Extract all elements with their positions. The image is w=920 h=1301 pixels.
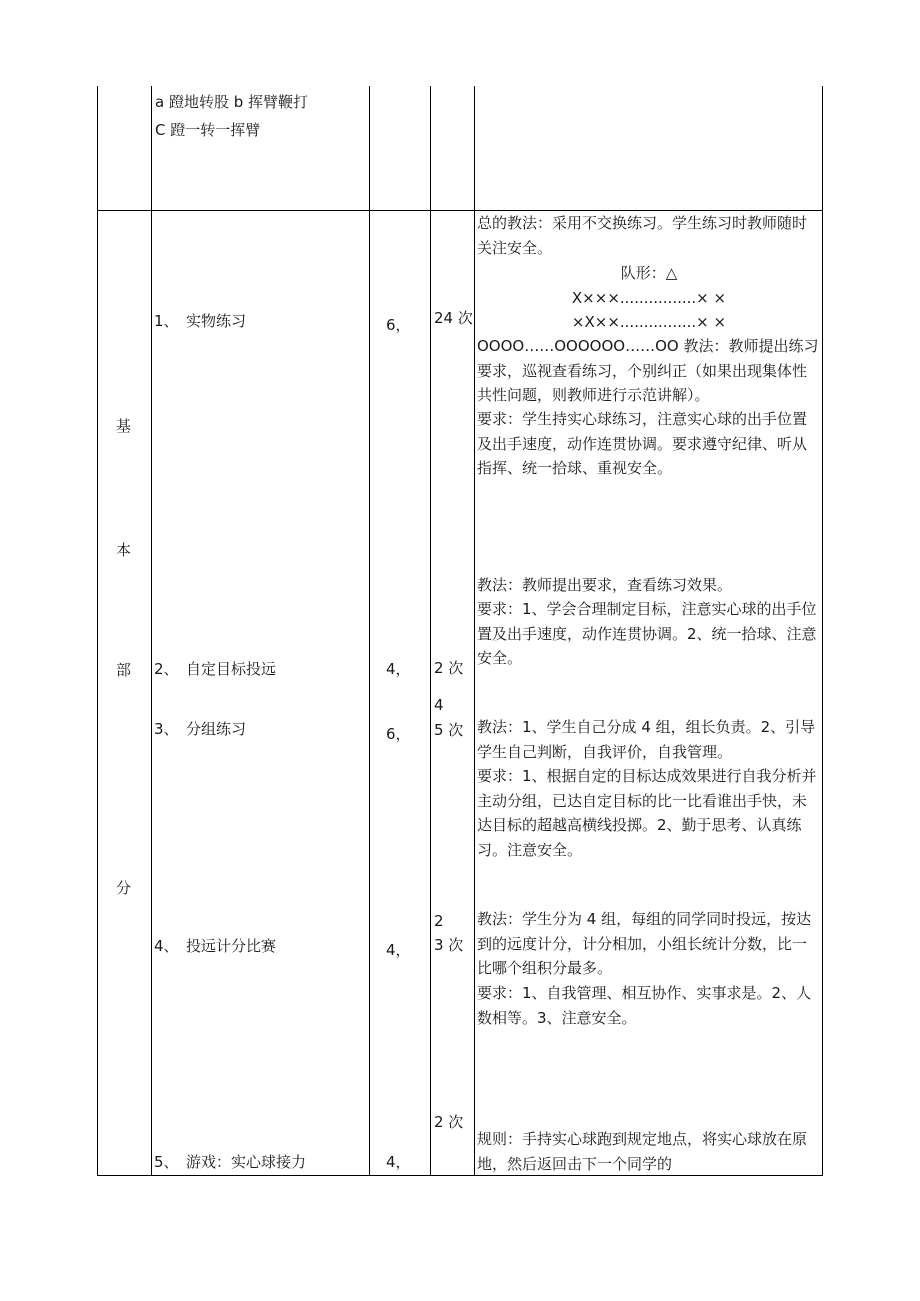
activity-2-count: 2 次	[434, 659, 464, 677]
column-divider-4	[474, 86, 475, 1176]
table-left-border	[97, 86, 98, 1176]
activity-1-time: 6，	[386, 316, 411, 334]
activity-3-number: 3、	[154, 720, 179, 738]
activity-3-count-bottom: 5 次	[434, 721, 464, 739]
technique-line-1: a 蹬地转股 b 挥臂鞭打	[155, 93, 309, 111]
section-label-char-2: 本	[116, 541, 132, 559]
method-1-teaching: OOOO……OOOOOO……OO 教法：教师提出练习要求，巡视查看练习，个别纠正（如果出现集体性共性问题，则教师进行示范讲解）。	[477, 337, 819, 404]
activity-3-count-top: 4	[434, 696, 444, 714]
activity-5-time: 4，	[386, 1153, 411, 1171]
activity-4-number: 4、	[154, 937, 179, 955]
activity-2-time: 4，	[386, 660, 411, 678]
table-right-border	[822, 86, 823, 1176]
technique-line-2: C 蹬一转一挥臂	[155, 121, 261, 139]
activity-2-name: 自定目标投远	[186, 660, 277, 678]
activity-3-time: 6，	[386, 725, 411, 743]
method-1-intro: 总的教法：采用不交换练习。学生练习时教师随时关注安全。	[477, 214, 808, 257]
activity-4-count-top: 2	[434, 912, 444, 930]
method-3-teaching: 教法：1、学生自己分成 4 组，组长负责。2、引导学生自己判断，自我评价，自我管理。	[477, 718, 816, 761]
activity-5-name: 游戏：实心球接力	[186, 1153, 307, 1171]
column-divider-1	[151, 86, 152, 1176]
activity-1-count: 24 次	[434, 309, 473, 327]
column-divider-3	[430, 86, 431, 1176]
method-2-requirements: 要求：1、学会合理制定目标，注意实心球的出手位置及出手速度，动作连贯协调。2、统一拾球、注意安全。	[477, 600, 817, 667]
method-4-teaching: 教法：学生分为 4 组，每组的同学同时投远，按达到的远度计分，计分相加，小组长统计分数，比一比哪个组积分最多。	[477, 910, 812, 977]
activity-5-number: 5、	[154, 1153, 179, 1171]
formation-label: 队形：△	[620, 264, 678, 282]
activity-4-name: 投远计分比赛	[186, 937, 277, 955]
section-label-char-1: 基	[116, 417, 132, 435]
activity-2-number: 2、	[154, 660, 179, 678]
method-3-requirements: 要求：1、根据自定的目标达成效果进行自我分析并主动分组，已达自定目标的比一比看谁出手快，未达目标的超越高横线投掷。2、勤于思考、认真练习。注意安全。	[477, 767, 817, 859]
activity-4-count-bottom: 3 次	[434, 936, 464, 954]
section-label-char-4: 分	[116, 879, 132, 897]
method-2-teaching: 教法：教师提出要求，查看练习效果。	[477, 576, 733, 594]
section-label-char-3: 部	[116, 661, 132, 679]
formation-row-2: ×X××................× ×	[571, 313, 727, 331]
activity-4-time: 4，	[386, 941, 411, 959]
activity-1-number: 1、	[154, 312, 179, 330]
activity-1-name: 实物练习	[186, 312, 247, 330]
method-1-requirements: 要求：学生持实心球练习，注意实心球的出手位置及出手速度，动作连贯协调。要求遵守纪律、听从指挥、统一拾球、重视安全。	[477, 410, 808, 477]
activity-5-count: 2 次	[434, 1113, 464, 1131]
method-4-requirements: 要求：1、自我管理、相互协作、实事求是。2、人数相等。3、注意安全。	[477, 984, 812, 1027]
activity-3-name: 分组练习	[186, 720, 247, 738]
column-divider-2	[369, 86, 370, 1176]
formation-row-1: X×××................× ×	[571, 289, 727, 307]
game-rules: 规则：手持实心球跑到规定地点，将实心球放在原地，然后返回击下一个同学的	[477, 1130, 808, 1173]
